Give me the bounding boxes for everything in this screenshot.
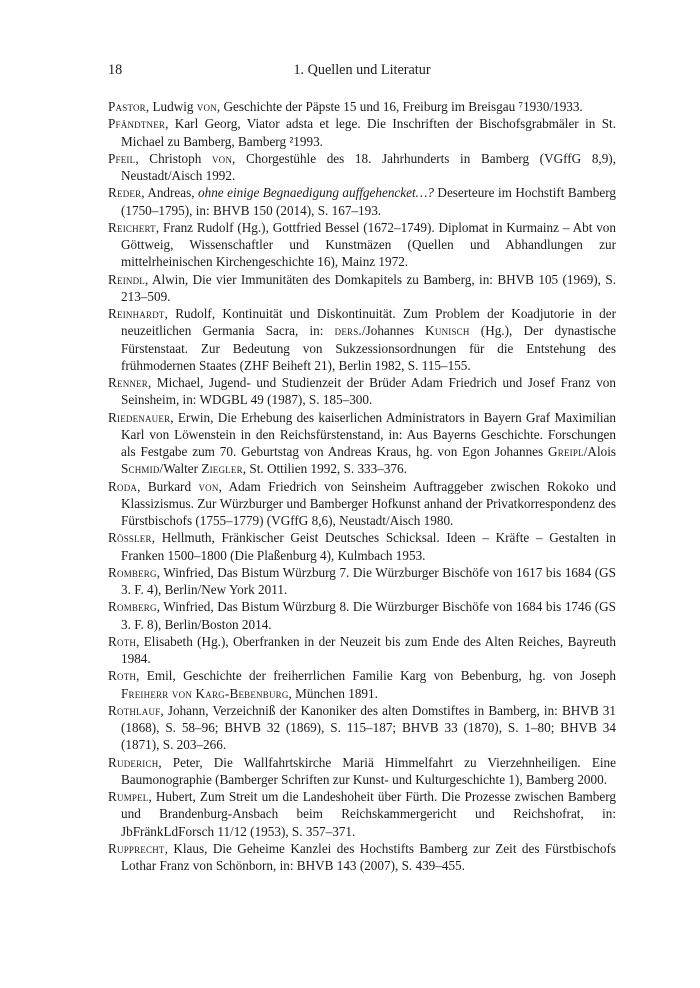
bibliography-entry xyxy=(108,564,616,599)
running-title: 1. Quellen und Literatur xyxy=(293,62,431,78)
author-name: Reinhardt xyxy=(108,306,165,321)
entry-text: , Ludwig xyxy=(145,99,197,114)
entry-text: /Alois xyxy=(583,444,616,459)
author-name: Rössler xyxy=(108,530,152,546)
entry-text: /Johannes xyxy=(361,323,426,339)
entry-text: , München 1891. xyxy=(288,685,378,701)
bibliography-entry xyxy=(108,271,616,306)
entry-text: , Andreas, xyxy=(141,185,199,201)
entry-text: , Johann, Verzeichniß der Kanoniker des alten Domstiftes in Bamberg, in: BHVB 31 (1868), S. 58–96; BHVB 32 (1869), S. 115–187; BHVB 33 (1870), S. 1–80; BHVB 34 (1871), S. 203–266. xyxy=(121,702,616,753)
author-name: Roth xyxy=(108,668,137,684)
entry-text: , Peter, Die Wallfahrtskirche Mariä Himmelfahrt zu Vierzehnheiligen. Eine Baumonographie (Bamberger Schriften zur Kunst- und Kulturgeschichte 1), Bamberg 2000. xyxy=(121,754,616,787)
entry-text: Deserteure im Hochstift Bamberg (1750–1795), in: BHVB 150 (2014), S. 167–193. xyxy=(121,185,616,218)
bibliography-entry xyxy=(108,409,616,478)
running-header xyxy=(108,62,616,82)
entry-text: , Emil, Geschichte der freiherrlichen Familie Karg von Bebenburg, hg. von Joseph xyxy=(136,668,616,684)
entry-text: , Alwin, Die vier Immunitäten des Domkapitels zu Bamberg, in: BHVB 105 (1969), S. 213–509. xyxy=(121,271,616,304)
entry-text: , Franz Rudolf (Hg.), Gottfried Bessel (1672–1749). Diplomat in Kurmainz – Abt von Göttweig, Wissenschaftler und Kunstmäzen (Quellen und Abhandlungen zur mittelrheinischen Kirchengeschichte 16), Mainz 1972. xyxy=(121,219,616,270)
author-name: Rumpel xyxy=(108,789,149,804)
entry-text: , Winfried, Das Bistum Würzburg 8. Die Würzburger Bischöfe von 1684 bis 1746 (GS 3. F. 8), Berlin/Boston 2014. xyxy=(121,599,616,632)
author-name: Greipl xyxy=(548,444,584,459)
author-name: Freiherr von Karg-Bebenburg xyxy=(121,685,289,701)
author-name: von xyxy=(198,478,219,494)
author-name: Reichert xyxy=(108,219,156,235)
bibliography-entry xyxy=(108,305,616,374)
bibliography-entry xyxy=(108,529,616,564)
entry-text: /Walter xyxy=(159,461,202,477)
entry-text: , Geschichte der Päpste 15 und 16, Freiburg im Breisgau ⁷1930/1933. xyxy=(216,99,583,114)
author-name: Ziegler xyxy=(201,461,243,477)
bibliography-entry xyxy=(108,478,616,530)
author-name: Pfändtner xyxy=(108,116,166,132)
author-name: Rothlauf xyxy=(108,702,161,718)
bibliography-list xyxy=(108,98,616,874)
entry-text: , Karl Georg, Viator adsta et lege. Die Inschriften der Bischofsgrabmäler in St. Michael zu Bamberg, Bamberg ²1993. xyxy=(121,116,616,149)
author-name: Reder xyxy=(108,185,142,201)
entry-text: , Christoph xyxy=(135,150,212,166)
bibliography-entry xyxy=(108,633,616,668)
author-name: Roth xyxy=(108,633,137,649)
bibliography-entry xyxy=(108,184,616,219)
entry-text: , Chorgestühle des 18. Jahrhunderts in Bamberg (VGffG 8,9), Neustadt/Aisch 1992. xyxy=(121,150,616,183)
author-name: Romberg xyxy=(108,599,157,615)
entry-text: , Burkard xyxy=(137,478,199,494)
entry-text: (Hg.), Der dynastische Fürstenstaat. Zur Bedeutung von Sukzessionsordnungen für die Entstehung des frühmodernen Staates (ZHF Beiheft 21), Berlin 1982, S. 115–155. xyxy=(121,323,616,373)
author-name: ders. xyxy=(334,323,362,339)
page-number: 18 xyxy=(108,62,123,78)
italic-title: ohne einige Begnaedigung auffgehencket…? xyxy=(198,185,434,201)
bibliography-entry xyxy=(108,115,616,150)
author-name: Renner xyxy=(108,375,148,390)
author-name: Pastor xyxy=(108,99,146,114)
bibliography-entry xyxy=(108,840,616,875)
bibliography-entry xyxy=(108,598,616,633)
bibliography-entry xyxy=(108,667,616,702)
author-name: Rupprecht xyxy=(108,840,165,856)
author-name: von xyxy=(211,150,233,166)
bibliography-entry xyxy=(108,374,616,409)
author-name: Riedenauer xyxy=(108,409,171,425)
author-name: von xyxy=(196,99,217,114)
entry-text: , Winfried, Das Bistum Würzburg 7. Die Würzburger Bischöfe von 1617 bis 1684 (GS 3. F. 4), Berlin/New York 2011. xyxy=(121,564,616,597)
author-name: Schmid xyxy=(121,461,160,477)
entry-text: , St. Ottilien 1992, S. 333–376. xyxy=(242,461,407,477)
author-name: Reindl xyxy=(108,271,145,287)
bibliography-entry xyxy=(108,98,616,115)
entry-text: , Elisabeth (Hg.), Oberfranken in der Neuzeit bis zum Ende des Alten Reiches, Bayreuth 1984. xyxy=(121,633,616,666)
entry-text: , Adam Friedrich von Seinsheim Auftraggeber zwischen Rokoko und Klassizismus. Zur Würzburger und Bamberger Hofkunst anhand der Privatkorrespondenz des Fürstbischofs (1755–1779) (VGffG 8,6), Neustadt/Aisch 1980. xyxy=(121,478,616,528)
bibliography-entry xyxy=(108,702,616,754)
entry-text: , Rudolf, Kontinuität und Diskontinuität. Zum Problem der Koadjutorie in der neuzeitlichen Germania Sacra, in: xyxy=(121,306,616,339)
bibliography-entry xyxy=(108,150,616,185)
entry-text: , Hellmuth, Fränkischer Geist Deutsches Schicksal. Ideen – Kräfte – Gestalten in Franken 1500–1800 (Die Plaßenburg 4), Kulmbach 1953. xyxy=(121,530,616,563)
author-name: Ruderich xyxy=(108,754,159,770)
entry-text: , Erwin, Die Erhebung des kaiserlichen Administrators in Bayern Graf Maximilian Karl von Löwenstein in den Reichsfürstenstand, in: Aus Bayerns Geschichte. Forschungen als Festgabe zum 70. Geburtstag von Andreas Kraus, hg. von Egon Johannes xyxy=(121,409,616,459)
author-name: Pfeil xyxy=(108,150,136,166)
entry-text: , Hubert, Zum Streit um die Landeshoheit über Fürth. Die Prozesse zwischen Bamberg und Brandenburg-Ansbach beim Reichskammergericht und Reichshofrat, in: JbFränkLdForsch 11/12 (1953), S. 357–371. xyxy=(121,789,616,839)
author-name: Kunisch xyxy=(425,323,470,339)
bibliography-entry xyxy=(108,754,616,789)
bibliography-entry xyxy=(108,219,616,271)
entry-text: , Klaus, Die Geheime Kanzlei des Hochstifts Bamberg zur Zeit des Fürstbischofs Lothar Franz von Schönborn, in: BHVB 143 (2007), S. 439–455. xyxy=(121,840,616,873)
author-name: Roda xyxy=(108,478,138,494)
bibliography-entry xyxy=(108,788,616,840)
author-name: Romberg xyxy=(108,564,157,580)
entry-text: , Michael, Jugend- und Studienzeit der Brüder Adam Friedrich und Josef Franz von Seinsheim, in: WDGBL 49 (1987), S. 185–300. xyxy=(121,375,616,408)
